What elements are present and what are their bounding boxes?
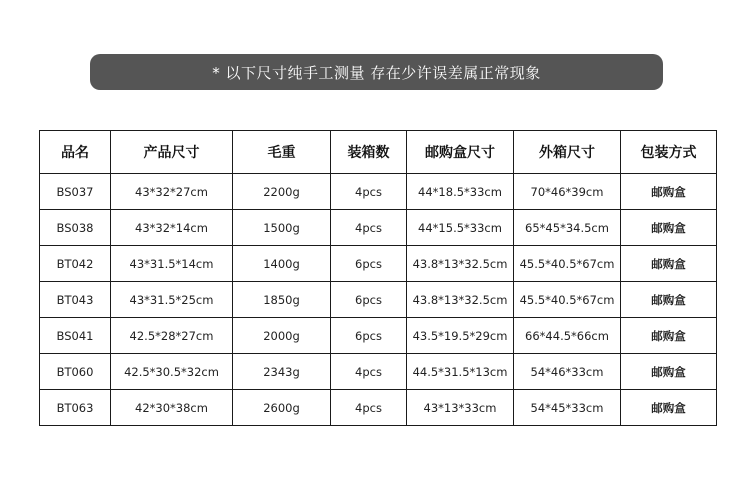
cell-product-name: BT063: [40, 390, 111, 426]
cell-packaging-method: 邮购盒: [621, 282, 717, 318]
cell-mailer-box-size: 43*13*33cm: [407, 390, 514, 426]
cell-carton-qty: 4pcs: [331, 390, 407, 426]
cell-gross-weight: 2000g: [233, 318, 331, 354]
cell-carton-qty: 6pcs: [331, 318, 407, 354]
cell-mailer-box-size: 43.8*13*32.5cm: [407, 246, 514, 282]
cell-outer-carton-size: 45.5*40.5*67cm: [514, 246, 621, 282]
cell-packaging-method: 邮购盒: [621, 318, 717, 354]
table-row: [40, 318, 717, 354]
cell-product-name: BS041: [40, 318, 111, 354]
cell-product-name: BT060: [40, 354, 111, 390]
cell-gross-weight: 1850g: [233, 282, 331, 318]
cell-mailer-box-size: 44*15.5*33cm: [407, 210, 514, 246]
cell-carton-qty: 4pcs: [331, 210, 407, 246]
cell-outer-carton-size: 66*44.5*66cm: [514, 318, 621, 354]
cell-mailer-box-size: 44.5*31.5*13cm: [407, 354, 514, 390]
cell-packaging-method: 邮购盒: [621, 390, 717, 426]
cell-product-size: 42.5*28*27cm: [111, 318, 233, 354]
cell-product-size: 42*30*38cm: [111, 390, 233, 426]
table-header-row: [40, 131, 717, 174]
header-product-size: 产品尺寸: [111, 131, 233, 174]
cell-product-size: 43*32*14cm: [111, 210, 233, 246]
table-row: [40, 246, 717, 282]
cell-outer-carton-size: 45.5*40.5*67cm: [514, 282, 621, 318]
header-packaging-method: 包装方式: [621, 131, 717, 174]
cell-product-size: 43*32*27cm: [111, 174, 233, 210]
product-spec-table: [39, 130, 717, 426]
table-row: [40, 174, 717, 210]
cell-product-size: 42.5*30.5*32cm: [111, 354, 233, 390]
cell-product-name: BS037: [40, 174, 111, 210]
header-mailer-box-size: 邮购盒尺寸: [407, 131, 514, 174]
cell-gross-weight: 2200g: [233, 174, 331, 210]
cell-carton-qty: 4pcs: [331, 354, 407, 390]
cell-outer-carton-size: 65*45*34.5cm: [514, 210, 621, 246]
cell-outer-carton-size: 70*46*39cm: [514, 174, 621, 210]
cell-carton-qty: 4pcs: [331, 174, 407, 210]
measurement-notice-text: * 以下尺寸纯手工测量 存在少许误差属正常现象: [212, 63, 541, 82]
cell-product-name: BS038: [40, 210, 111, 246]
cell-outer-carton-size: 54*45*33cm: [514, 390, 621, 426]
cell-packaging-method: 邮购盒: [621, 210, 717, 246]
cell-gross-weight: 1500g: [233, 210, 331, 246]
measurement-notice-banner: [90, 54, 663, 90]
cell-gross-weight: 2343g: [233, 354, 331, 390]
table-row: [40, 354, 717, 390]
cell-gross-weight: 2600g: [233, 390, 331, 426]
cell-carton-qty: 6pcs: [331, 282, 407, 318]
header-gross-weight: 毛重: [233, 131, 331, 174]
cell-outer-carton-size: 54*46*33cm: [514, 354, 621, 390]
header-product-name: 品名: [40, 131, 111, 174]
cell-product-size: 43*31.5*14cm: [111, 246, 233, 282]
cell-gross-weight: 1400g: [233, 246, 331, 282]
cell-mailer-box-size: 44*18.5*33cm: [407, 174, 514, 210]
table-row: [40, 390, 717, 426]
header-carton-qty: 装箱数: [331, 131, 407, 174]
cell-product-size: 43*31.5*25cm: [111, 282, 233, 318]
cell-product-name: BT042: [40, 246, 111, 282]
cell-packaging-method: 邮购盒: [621, 354, 717, 390]
cell-packaging-method: 邮购盒: [621, 246, 717, 282]
header-outer-carton-size: 外箱尺寸: [514, 131, 621, 174]
cell-packaging-method: 邮购盒: [621, 174, 717, 210]
cell-product-name: BT043: [40, 282, 111, 318]
cell-carton-qty: 6pcs: [331, 246, 407, 282]
table-row: [40, 210, 717, 246]
cell-mailer-box-size: 43.8*13*32.5cm: [407, 282, 514, 318]
table-row: [40, 282, 717, 318]
cell-mailer-box-size: 43.5*19.5*29cm: [407, 318, 514, 354]
